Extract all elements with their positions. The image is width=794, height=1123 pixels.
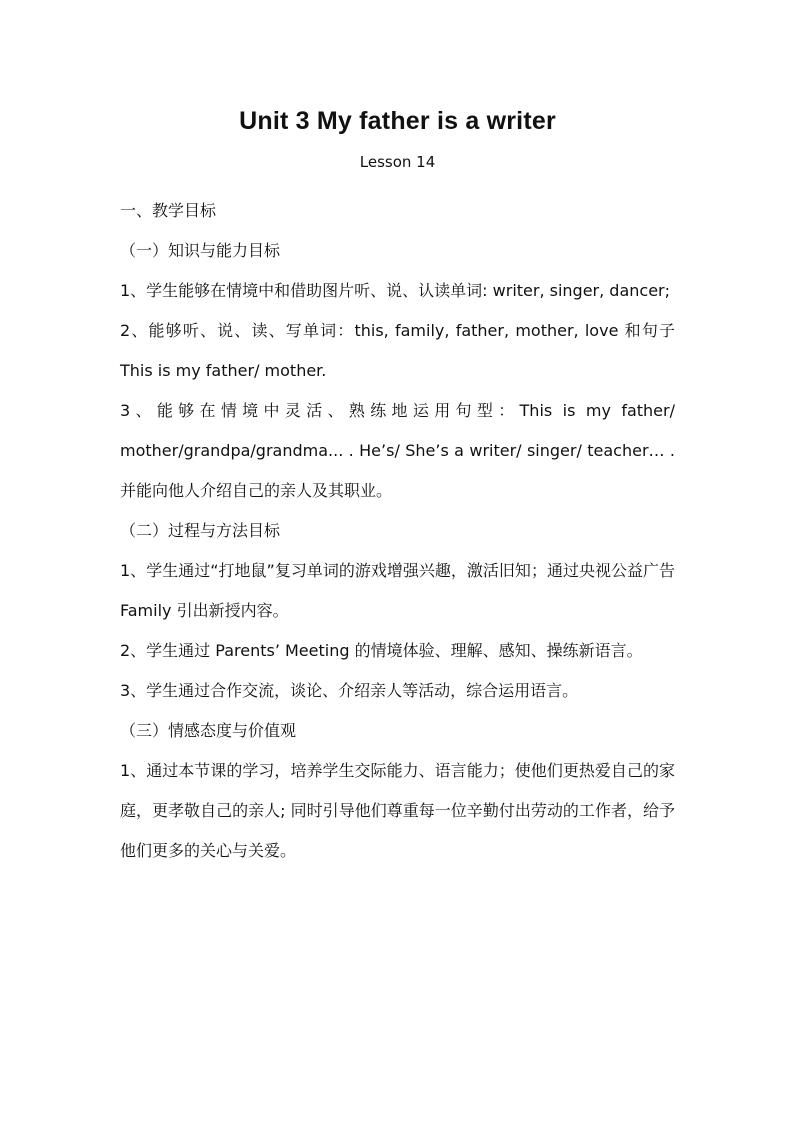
paragraph-knowledge-2: 2、能够听、说、读、写单词：this, family, father, mother, love 和句子 This is my father/ mother. <box>120 321 675 380</box>
section-heading-objectives: 一、教学目标 <box>120 201 217 220</box>
subsection-heading-process: （二）过程与方法目标 <box>120 521 281 540</box>
subsection-heading-knowledge: （一）知识与能力目标 <box>120 241 281 260</box>
paragraph-process-1: 1、学生通过“打地鼠”复习单词的游戏增强兴趣，激活旧知；通过央视公益广告 Family 引出新授内容。 <box>120 561 675 620</box>
paragraph-process-2: 2、学生通过 Parents’ Meeting 的情境体验、理解、感知、操练新语言。 <box>120 641 643 660</box>
document-content <box>120 103 675 871</box>
document-subtitle: Lesson 14 <box>359 153 436 171</box>
document-title: Unit 3 My father is a writer <box>239 107 556 135</box>
paragraph-process-3: 3、学生通过合作交流，谈论、介绍亲人等活动，综合运用语言。 <box>120 681 579 700</box>
subsection-heading-values: （三）情感态度与价值观 <box>120 721 297 740</box>
paragraph-values-1: 1、通过本节课的学习，培养学生交际能力、语言能力；使他们更热爱自己的家庭，更孝敬自己的亲人; 同时引导他们尊重每一位辛勤付出劳动的工作者，给予他们更多的关心与关爱。 <box>120 761 675 860</box>
paragraph-knowledge-1: 1、学生能够在情境中和借助图片听、说、认读单词: writer, singer, dancer; <box>120 281 671 300</box>
paragraph-knowledge-3: 3、能够在情境中灵活、熟练地运用句型：This is my father/ mother/grandpa/grandma... . He’s/ She’s a writer/ singer/ teacher… .并能向他人介绍自己的亲人及其职业。 <box>120 401 675 500</box>
